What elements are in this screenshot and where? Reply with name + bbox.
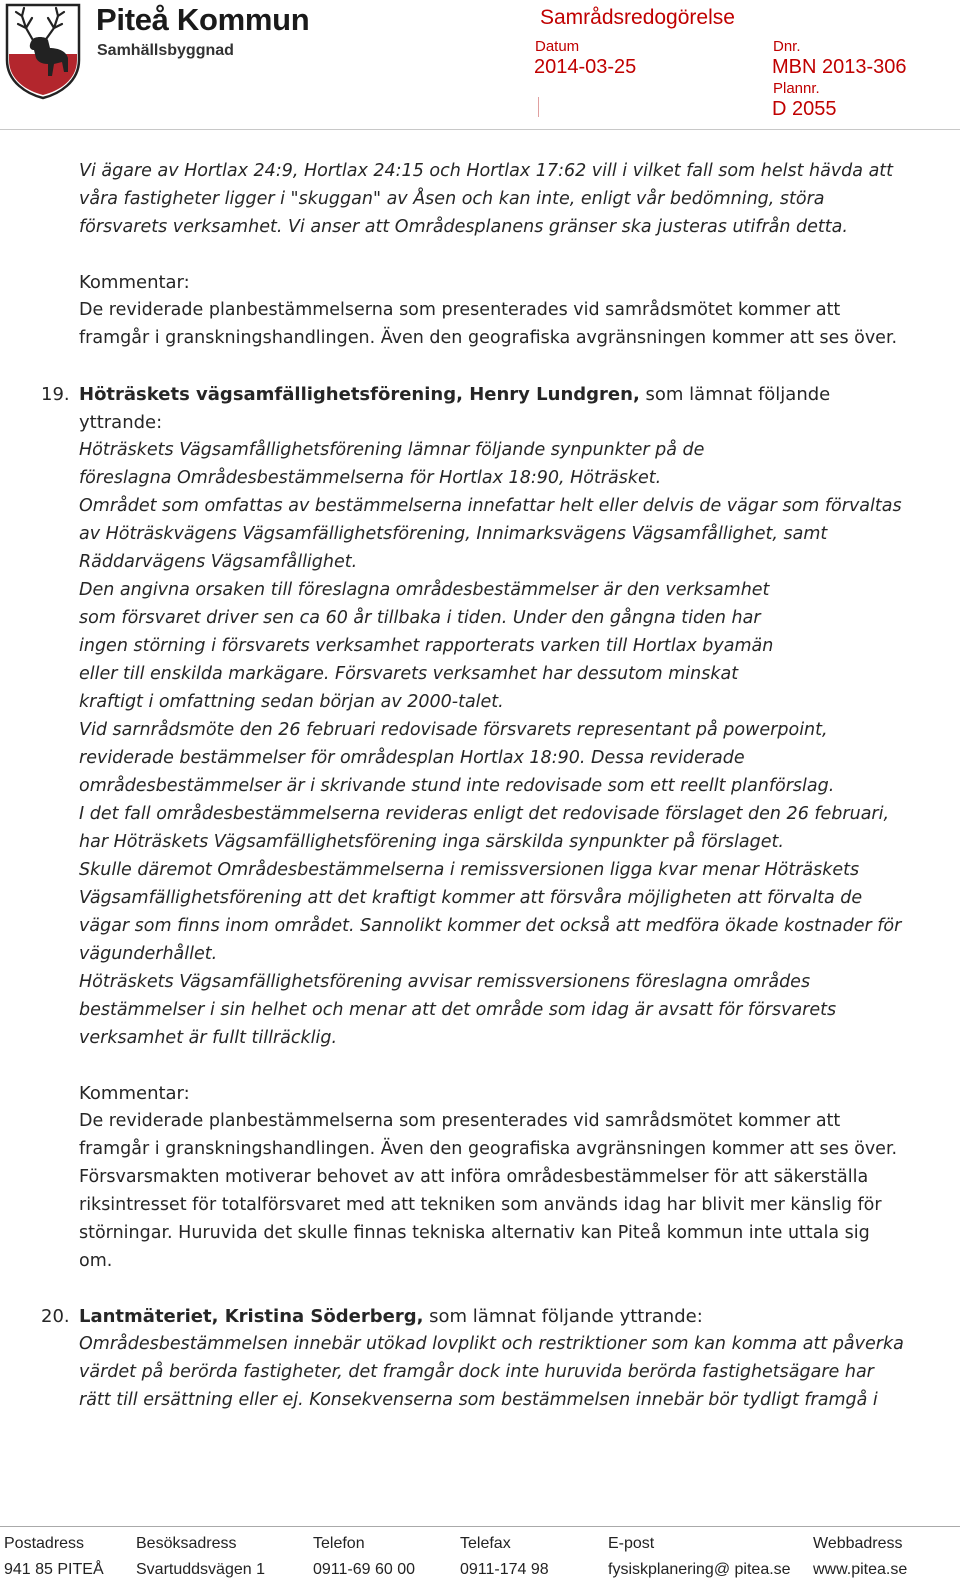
paragraph-line: Vi ägare av Hortlax 24:9, Hortlax 24:15 och Hortlax 17:62 vill i vilket fall som helst hävda att (79, 161, 894, 181)
footer-telefon-value: 0911-69 60 00 (313, 1561, 416, 1578)
quote-line: Områdesbestämmelsen innebär utökad lovplikt och restriktioner som kan komma att påverka (79, 1334, 904, 1354)
comment-heading: Kommentar: (79, 1083, 190, 1104)
comment-line: framgår i granskningshandlingen. Även den geografiska avgränsningen kommer att ses över. (79, 328, 898, 348)
footer-postadress-label: Postadress (4, 1535, 85, 1552)
quote-line: Den angivna orsaken till föreslagna områdesbestämmelser är den verksamhet (79, 580, 770, 600)
date-label: Datum (535, 38, 580, 55)
paragraph-line: våra fastigheter ligger i "skuggan" av Åsen och kan inte, enligt vår bedömning, störa (79, 189, 825, 209)
plannr-label: Plannr. (773, 80, 820, 97)
comment-line: om. (79, 1251, 113, 1271)
footer-besoksadress-value: Svartuddsvägen 1 (136, 1561, 265, 1578)
comment-line: Försvarsmakten motiverar behovet av att införa områdesbestämmelser för att säkerställa (79, 1167, 869, 1187)
comment-heading: Kommentar: (79, 272, 190, 293)
footer-webbadress-link[interactable]: www.pitea.se (813, 1561, 908, 1578)
document-type: Samrådsredogörelse (540, 6, 735, 29)
paragraph-line: försvarets verksamhet. Vi anser att Områdesplanens gränser ska justeras utifrån detta. (79, 217, 848, 237)
footer-telefon-label: Telefon (313, 1535, 365, 1552)
quote-line: föreslagna Områdesbestämmelserna för Hortlax 18:90, Höträsket. (79, 468, 662, 488)
quote-line: av Höträskvägens Vägsamfällighetsförening, Innimarksvägens Vägsamfållighet, samt (79, 524, 828, 544)
item-intro-rest: som lämnat följande yttrande: (423, 1306, 703, 1327)
comment-line: riksintresset för totalförsvaret med att tekniken som används idag har blivit mer känslig för (79, 1195, 882, 1215)
item-intro (79, 1306, 703, 1327)
quote-line: Området som omfattas av bestämmelserna innefattar helt eller delvis de vägar som förvaltas (79, 496, 902, 516)
footer-epost-label: E-post (608, 1535, 655, 1552)
footer-postadress-value: 941 85 PITEÅ (4, 1561, 104, 1578)
item-intro (79, 384, 830, 405)
quote-line: Vid sarnrådsmöte den 26 februari redovisade försvarets representant på powerpoint, (79, 720, 828, 740)
quote-line: Vägsamfällighetsförening att det kraftigt kommer att försvåra möjligheten att förvalta de (79, 888, 863, 908)
pitea-coat-of-arms-logo (4, 2, 82, 100)
footer-besoksadress-label: Besöksadress (136, 1535, 237, 1552)
quote-line: rätt till ersättning eller ej. Konsekvenserna som bestämmelsen innebär bör tydligt framgå i (79, 1390, 878, 1410)
quote-line: Höträskets Vägsamfållighetsförening lämnar följande synpunkter på de (79, 440, 705, 460)
footer-epost-link[interactable]: fysiskplanering@ pitea.se (608, 1561, 791, 1578)
dnr-value: MBN 2013-306 (772, 56, 907, 78)
item-intro-continued: yttrande: (79, 412, 163, 433)
item-author: Lantmäteriet, Kristina Söderberg, (79, 1306, 424, 1327)
comment-line: störningar. Huruvida det skulle finnas tekniska alternativ kan Piteå kommun inte uttala sig (79, 1223, 870, 1243)
text-cursor-mark (538, 97, 539, 117)
comment-line: framgår i granskningshandlingen. Även den geografiska avgränsningen kommer att ses över. (79, 1139, 898, 1159)
header-divider (0, 129, 960, 130)
quote-line: verksamhet är fullt tillräcklig. (79, 1028, 338, 1048)
quote-line: Räddarvägens Vägsamfållighet. (79, 552, 358, 572)
quote-line: vägunderhållet. (79, 944, 218, 964)
quote-line: områdesbestämmelser är i skrivande stund inte redovisade som ett reellt planförslag. (79, 776, 835, 796)
item-number: 20. (41, 1306, 70, 1327)
footer-telefax-label: Telefax (460, 1535, 511, 1552)
quote-line: värdet på berörda fastigheter, det framgår dock inte huruvida berörda fastighetsägare har (79, 1362, 874, 1382)
date-value: 2014-03-25 (534, 56, 637, 78)
quote-line: vägar som finns inom området. Sannolikt kommer det också att medföra ökade kostnader för (79, 916, 902, 936)
quote-line: bestämmelser i sin helhet och menar att det område som idag är avsatt för försvarets (79, 1000, 837, 1020)
quote-line: I det fall områdesbestämmelserna revideras enligt det redovisade förslaget den 26 februari, (79, 804, 890, 824)
quote-line: ingen störning i försvarets verksamhet rapporterats varken till Hortlax byamän (79, 636, 774, 656)
plannr-value: D 2055 (772, 98, 837, 120)
footer-telefax-value: 0911-174 98 (460, 1561, 549, 1578)
quote-line: Skulle däremot Områdesbestämmelserna i remissversionen ligga kvar menar Höträskets (79, 860, 860, 880)
quote-line: Höträskets Vägsamfällighetsförening avvisar remissversionens föreslagna områdes (79, 972, 811, 992)
organization-name: Piteå Kommun (96, 2, 310, 37)
item-intro-rest: som lämnat följande (639, 384, 831, 405)
quote-line: eller till enskilda markägare. Försvarets verksamhet har dessutom minskat (79, 664, 739, 684)
quote-line: har Höträskets Vägsamfällighetsförening inga särskilda synpunkter på förslaget. (79, 832, 784, 852)
dnr-label: Dnr. (773, 38, 801, 55)
comment-line: De reviderade planbestämmelserna som presenterades vid samrådsmötet kommer att (79, 1111, 841, 1131)
item-number: 19. (41, 384, 70, 405)
item-author: Höträskets vägsamfällighetsförening, Henry Lundgren, (79, 384, 640, 405)
footer-webbadress-label: Webbadress (813, 1535, 903, 1552)
department-name: Samhällsbyggnad (97, 42, 234, 59)
quote-line: reviderade bestämmelser för områdesplan Hortlax 18:90. Dessa reviderade (79, 748, 745, 768)
quote-line: kraftigt i omfattning sedan början av 2000-talet. (79, 692, 504, 712)
quote-line: som försvaret driver sen ca 60 år tillbaka i tiden. Under den gångna tiden har (79, 608, 761, 628)
comment-line: De reviderade planbestämmelserna som presenterades vid samrådsmötet kommer att (79, 300, 841, 320)
footer-divider (0, 1526, 960, 1527)
